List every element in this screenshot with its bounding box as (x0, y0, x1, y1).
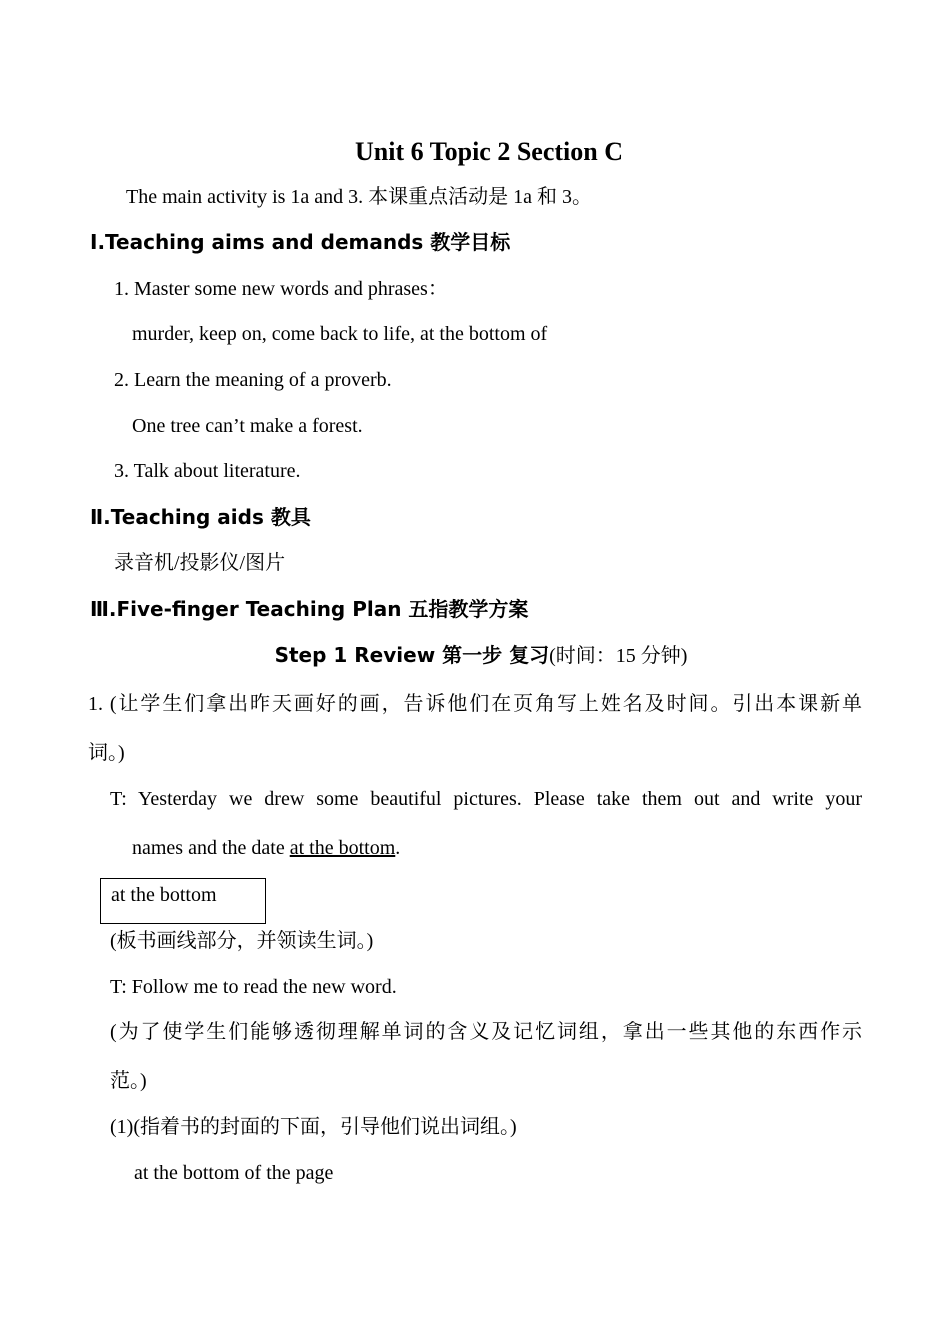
note-2-line-1: (为了使学生们能够透彻理解单词的含义及记忆词组，拿出一些其他的东西作示 (110, 1021, 862, 1043)
aim-item-2: 2. Learn the meaning of a proverb. (114, 369, 392, 391)
aim-item-2-detail: One tree can’t make a forest. (132, 415, 363, 437)
note-1: (板书画线部分，并领读生词。) (110, 930, 374, 952)
teacher-line-2: T: Follow me to read the new word. (110, 976, 397, 998)
step-1-time: (时间：15 分钟) (549, 645, 688, 667)
aim-item-3: 3. Talk about literature. (114, 460, 301, 482)
teacher-line-1: T: Yesterday we drew some beautiful pictures. Please take them out and write your (110, 788, 862, 810)
note-2-line-2: 范。) (110, 1070, 147, 1092)
teacher-line-1-cont (132, 836, 400, 860)
boxed-phrase-text: at the bottom (111, 884, 217, 906)
sub-item-1: (1)(指着书的封面的下面，引导他们说出词组。) (110, 1116, 517, 1138)
intro-text: The main activity is 1a and 3. 本课重点活动是 1a 和 3。 (126, 186, 593, 208)
step-1-heading (0, 643, 950, 668)
teacher-line-1-pre: names and the date (132, 837, 290, 859)
aim-item-1-detail: murder, keep on, come back to life, at the bottom of (132, 323, 548, 345)
paragraph-1-line-1: 1. (让学生们拿出昨天画好的画，告诉他们在页角写上姓名及时间。引出本课新单 (88, 693, 862, 715)
underlined-phrase: at the bottom (289, 837, 396, 859)
section-heading-plan: Ⅲ.Five-finger Teaching Plan 五指教学方案 (90, 597, 529, 621)
section-heading-aids: Ⅱ.Teaching aids 教具 (90, 505, 311, 529)
sub-item-1-detail: at the bottom of the page (134, 1162, 334, 1184)
section-heading-aims: Ⅰ.Teaching aims and demands 教学目标 (90, 230, 511, 254)
aids-content: 录音机/投影仪/图片 (114, 552, 286, 574)
boxed-phrase (100, 878, 266, 924)
page-title: Unit 6 Topic 2 Section C (355, 137, 623, 166)
step-1-label: Step 1 Review 第一步 复习 (274, 643, 550, 667)
aim-item-1: 1. Master some new words and phrases： (114, 278, 448, 300)
teacher-line-1-post: . (395, 837, 401, 859)
paragraph-1-line-2: 词。) (88, 742, 125, 764)
